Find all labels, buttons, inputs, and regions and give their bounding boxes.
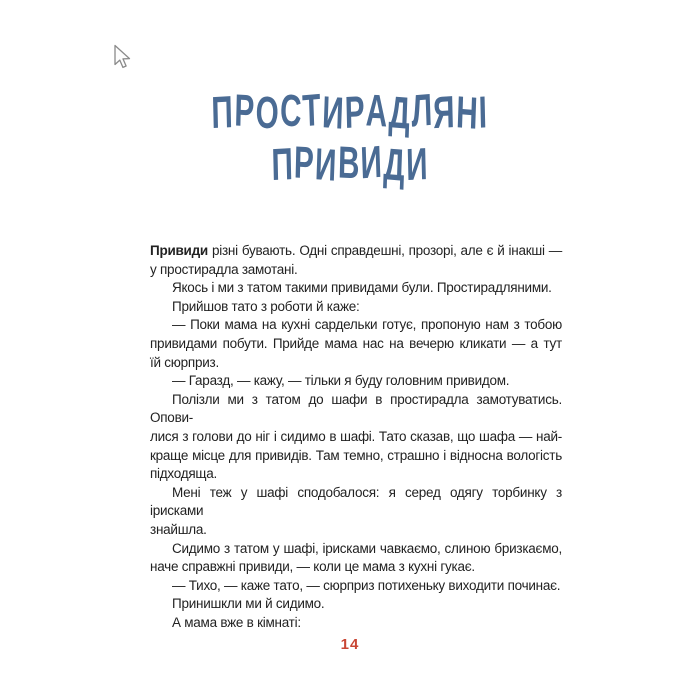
text-line: краще місце для привидів. Там темно, страшно і відносна вологість	[150, 447, 562, 463]
text-line: Прийшов тато з роботи й каже:	[172, 298, 360, 314]
text-line: Полізли ми з татом до шафи в простирадла замотуватись. Опови-	[150, 391, 562, 426]
title-letter: Д	[387, 86, 413, 139]
text-line: Привиди різні бувають. Одні справдешні, прозорі, але є й інакші —	[150, 243, 562, 258]
title-letter: Я	[432, 85, 457, 139]
title-letter: Н	[455, 86, 480, 139]
title-letter: Р	[233, 84, 257, 137]
body-text	[150, 242, 562, 632]
bold-lead-word: Привиди	[150, 243, 208, 258]
text-line: привидами побути. Прийде мама нас на вечерю кликати — а тут	[150, 335, 562, 351]
chapter-title-line-2	[119, 135, 581, 191]
title-letter: И	[321, 86, 346, 139]
title-letter: П	[211, 85, 235, 139]
chapter-title	[0, 83, 700, 191]
title-letter: В	[337, 136, 362, 189]
arrow-pointer-icon	[112, 44, 132, 71]
text-line: наче справжні привиди, — коли це мама з кухні гукає.	[150, 559, 475, 575]
page-number: 14	[340, 636, 360, 653]
text-line: Якось і ми з татом такими привидами були. Простирадляними.	[172, 280, 552, 296]
title-letter: О	[254, 86, 281, 139]
title-letter: Р	[344, 85, 367, 139]
text-line: підходяща.	[150, 466, 218, 482]
text-line: А мама вже в кімнаті:	[172, 614, 301, 630]
text-line: знайшла.	[150, 521, 207, 537]
title-letter: И	[359, 135, 385, 189]
title-letter: І	[478, 86, 489, 138]
text-line: Мені теж у шафі сподобалося: я серед одягу торбинку з ірисками	[150, 484, 562, 519]
text-line: — Тихо, — каже тато, — сюрприз потихеньку виходити починає.	[172, 577, 561, 593]
chapter-title-line-1	[119, 83, 581, 139]
text-line: Принишкли ми й сидимо.	[172, 596, 325, 612]
title-letter: Р	[293, 136, 316, 189]
title-letter: Л	[410, 83, 435, 137]
title-letter: И	[405, 137, 430, 191]
title-letter: Д	[382, 138, 407, 191]
title-letter: А	[365, 84, 390, 137]
title-letter: П	[270, 137, 295, 191]
title-letter: И	[314, 138, 339, 191]
text-line: Сидимо з татом у шафі, ірисками чавкаємо, слиною бризкаємо,	[172, 540, 562, 556]
text-line: у простирадла замотані.	[150, 261, 298, 277]
text-line: їй сюрприз.	[150, 354, 219, 370]
title-letter: С	[279, 84, 304, 137]
text-line: — Поки мама на кухні сардельки готує, пропоную нам з тобою	[172, 317, 562, 333]
text-line: лися з голови до ніг і сидимо в шафі. Тато сказав, що шафа — най-	[150, 428, 562, 444]
title-letter: Т	[301, 83, 323, 137]
text-line: — Гаразд, — кажу, — тільки я буду головним привидом.	[172, 373, 510, 389]
